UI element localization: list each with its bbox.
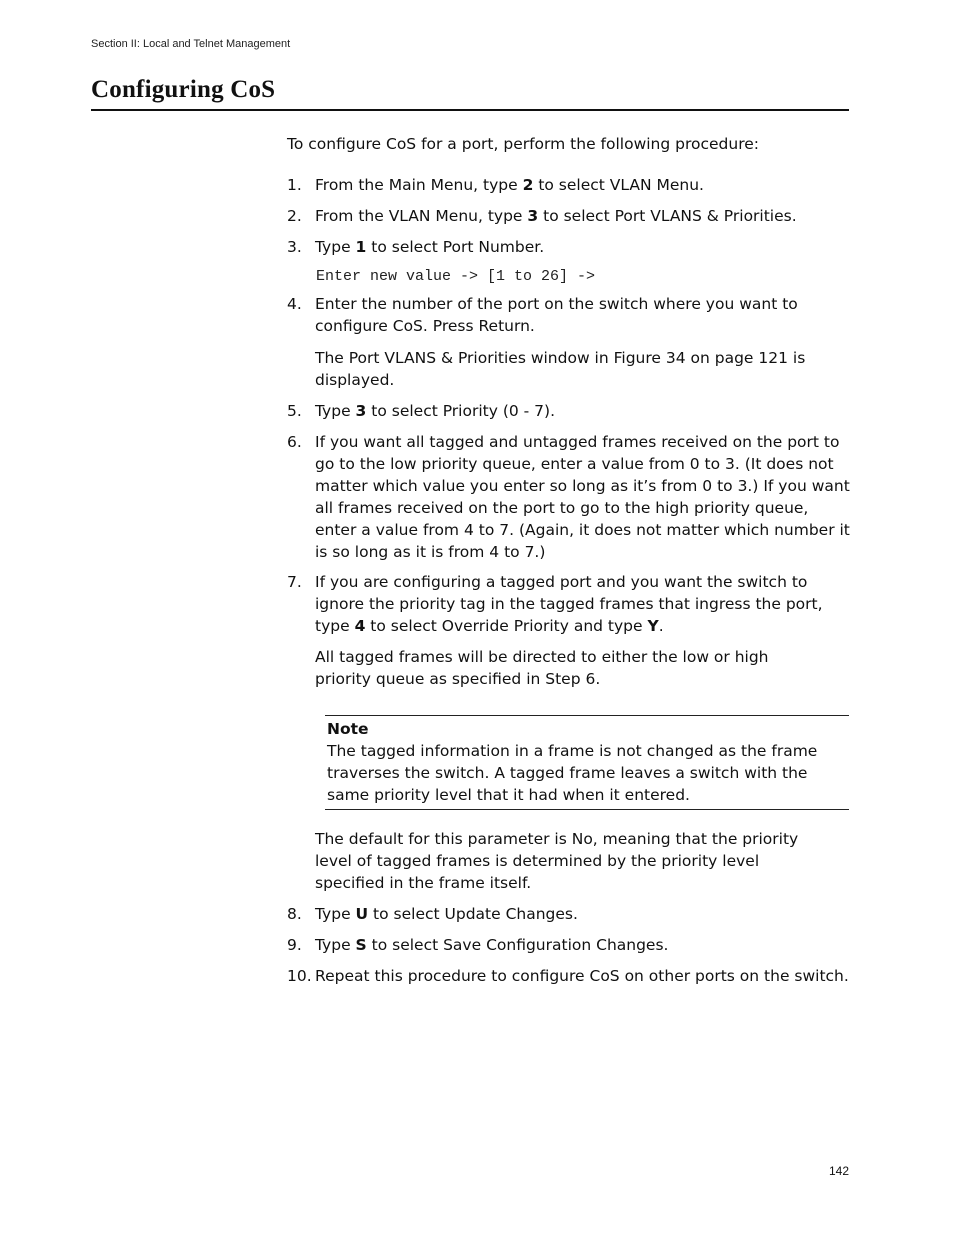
step-number: 10. [287, 967, 312, 985]
step-text-part: Type [315, 936, 356, 954]
step-number: 2. [287, 207, 302, 225]
step-text [315, 205, 851, 227]
step-key: S [355, 936, 367, 954]
step-key: 3 [527, 207, 539, 225]
step-followup: The Port VLANS & Priorities window in Figure 34 on page 121 is displayed. [315, 349, 806, 389]
step-number: 6. [287, 433, 302, 451]
step-text [315, 571, 851, 637]
step-number: 9. [287, 936, 302, 954]
step-number: 3. [287, 238, 302, 256]
step-text: Enter the number of the port on the switch where you want to configure CoS. Press Return. [315, 295, 798, 335]
step-text-part: to select Port VLANS & Priorities. [538, 207, 797, 225]
prompt-code: Enter new value -> [1 to 26] -> [316, 268, 596, 285]
step-text-part: to select Port Number. [366, 238, 545, 256]
step-number: 8. [287, 905, 302, 923]
running-head: Section II: Local and Telnet Management [91, 38, 291, 50]
page-title: Configuring CoS [91, 76, 276, 103]
step-followup: All tagged frames will be directed to either the low or high priority queue as specified in Step 6. [315, 648, 769, 688]
step-text-part: From the Main Menu, type [315, 176, 523, 194]
step-text [315, 903, 851, 925]
step-number: 5. [287, 402, 302, 420]
step-text: Repeat this procedure to configure CoS on other ports on the switch. [315, 967, 849, 985]
step-number: 1. [287, 176, 302, 194]
step-key: Y [647, 617, 659, 635]
after-note-paragraph: The default for this parameter is No, meaning that the priority level of tagged frames is determined by the priority level specified in the frame itself. [315, 830, 799, 892]
page-number: 142 [829, 1164, 850, 1178]
step-text-part: to select Save Configuration Changes. [366, 936, 669, 954]
step-text-part: If you are configuring a tagged port and you want the switch to ignore the priority tag in the tagged frames that ingress the port, type [315, 573, 823, 635]
step-text-part: Type [315, 402, 356, 420]
step-key: 1 [355, 238, 367, 256]
step-text [315, 934, 851, 956]
note-title: Note [327, 720, 369, 738]
step-number: 7. [287, 573, 302, 591]
step-text-part: to select VLAN Menu. [533, 176, 704, 194]
step-text-part: Type [315, 905, 356, 923]
note-text: The tagged information in a frame is not changed as the frame traverses the switch. A tagged frame leaves a switch with the same priority level that it had when it entered. [327, 742, 818, 804]
step-text-part: Type [315, 238, 356, 256]
step-text-part: . [658, 617, 664, 635]
intro-paragraph: To configure CoS for a port, perform the following procedure: [287, 135, 760, 153]
step-key: 2 [522, 176, 534, 194]
step-text: If you want all tagged and untagged frames received on the port to go to the low priority queue, enter a value from 0 to 3. (It does not matter which value you enter so long as it’s from 0 to 3.) If you want all frames received on the port to go to the high priority queue, enter a value from 4 to 7. (Again, it does not matter which number it is so long as it is from 4 to 7.) [315, 433, 850, 561]
step-text-part: to select Priority (0 - 7). [366, 402, 556, 420]
note-box [325, 715, 849, 810]
step-key: U [355, 905, 369, 923]
title-rule [91, 109, 849, 111]
step-key: 3 [355, 402, 367, 420]
step-text-part: to select Override Priority and type [365, 617, 648, 635]
step-text [315, 174, 851, 196]
step-text-part: From the VLAN Menu, type [315, 207, 528, 225]
step-text [315, 400, 851, 422]
step-text [315, 236, 851, 258]
step-number: 4. [287, 295, 302, 313]
step-key: 4 [354, 617, 366, 635]
step-text-part: to select Update Changes. [368, 905, 578, 923]
